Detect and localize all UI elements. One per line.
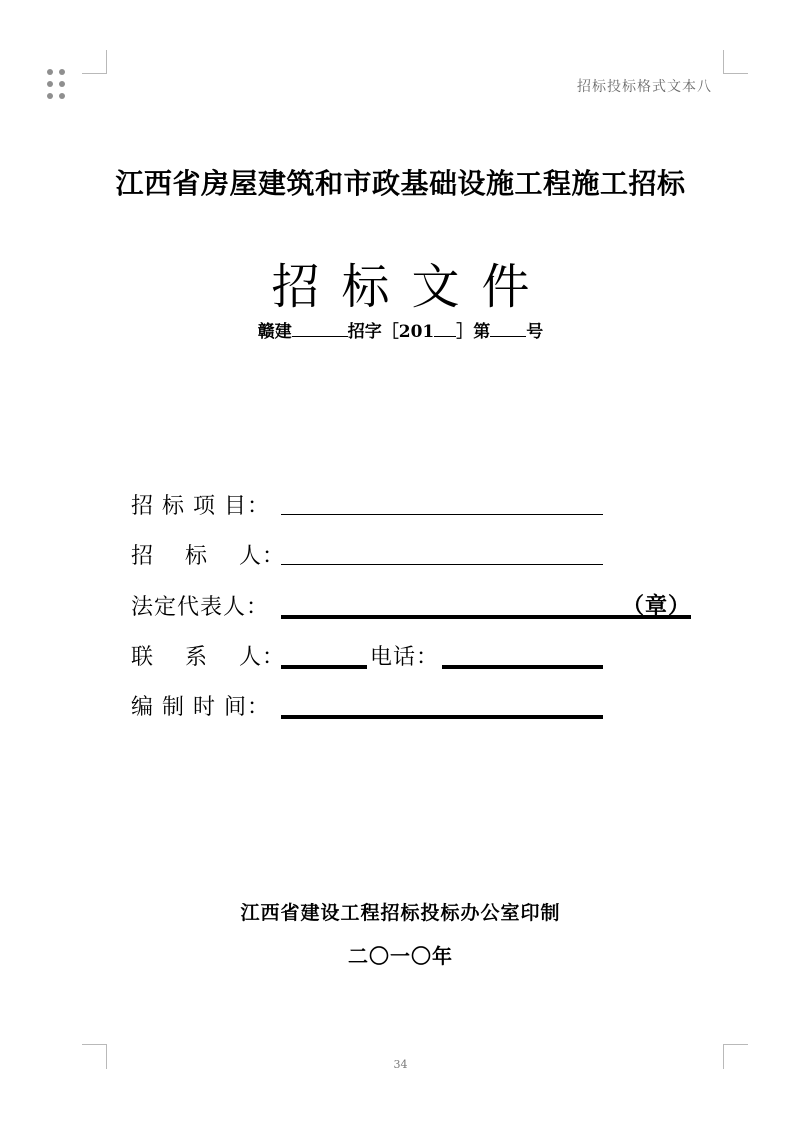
doc-number-suffix: 号 (526, 322, 544, 342)
project-label: 招 标 项 目： (131, 494, 270, 519)
doc-number-blank-3 (490, 321, 526, 337)
phone-label: 电话： (370, 645, 440, 670)
phone-line[interactable] (442, 665, 603, 669)
legal-representative-label: 法定代表人： (131, 595, 270, 620)
doc-number-bracket: ］第 (456, 322, 491, 342)
contact-line[interactable] (281, 665, 367, 669)
doc-number-prefix: 赣建 (257, 322, 292, 342)
project-line[interactable] (281, 514, 603, 515)
seal-label: （章） (622, 593, 692, 619)
issuing-organization: 江西省建设工程招标投标办公室印制 (240, 902, 561, 924)
tenderer-line[interactable] (281, 564, 603, 565)
drag-handle-icon[interactable] (47, 69, 67, 99)
doc-number-blank-2 (434, 321, 456, 337)
corner-mark-top-right (723, 50, 748, 74)
legal-representative-line[interactable] (281, 615, 691, 619)
doc-number-middle: 招字［201 (347, 322, 435, 342)
tenderer-label: 招 标 人： (131, 544, 285, 569)
date-line[interactable] (281, 715, 603, 719)
date-label: 编 制 时 间： (131, 695, 270, 720)
contact-label: 联 系 人： (131, 645, 285, 670)
corner-mark-top-left (82, 50, 107, 74)
page-number: 34 (393, 1058, 408, 1071)
document-number (0, 317, 801, 342)
document-title: 招标文件 (271, 259, 552, 315)
header-label: 招标投标格式文本八 (577, 79, 712, 95)
issue-year: 二〇一〇年 (348, 944, 453, 968)
doc-number-blank-1 (292, 321, 348, 337)
main-title: 江西省房屋建筑和市政基础设施工程施工招标 (115, 167, 686, 200)
